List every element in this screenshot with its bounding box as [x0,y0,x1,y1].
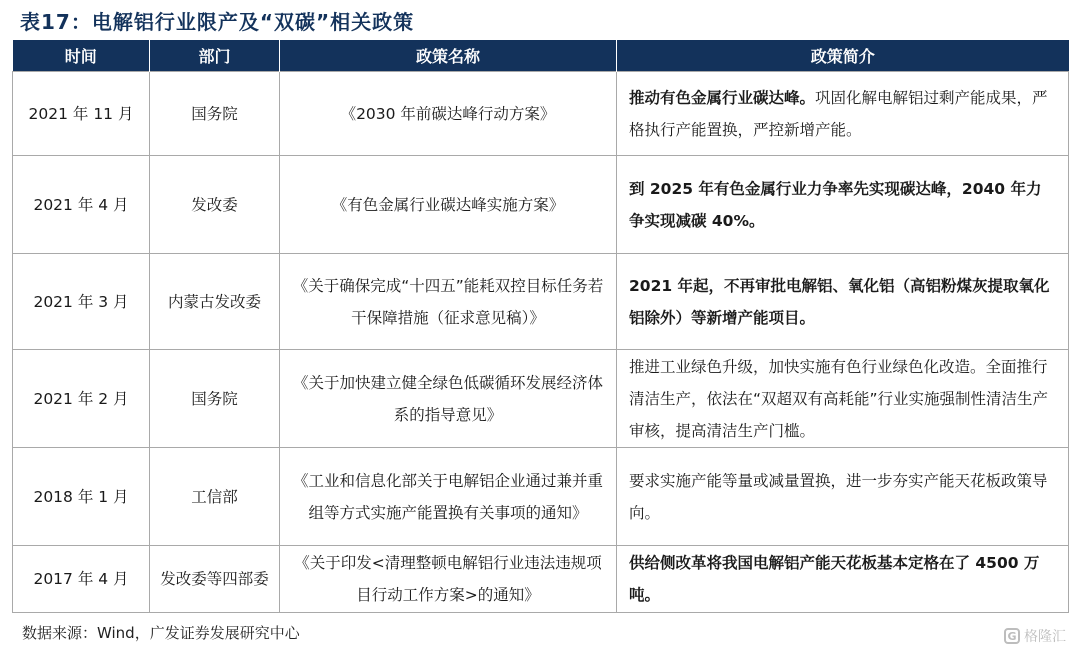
summary-bold: 供给侧改革将我国电解铝产能天花板基本定格在了 4500 万吨。 [629,554,1040,604]
summary-bold: 推动有色金属行业碳达峰。 [629,88,816,107]
header-policy-summary: 政策简介 [617,40,1069,72]
header-time: 时间 [13,40,150,72]
cell-policy: 《关于印发<清理整顿电解铝行业违法违规项目行动工作方案>的通知》 [280,546,617,613]
cell-summary [617,72,1069,156]
cell-time: 2021 年 3 月 [13,254,150,350]
policy-table [12,40,1069,613]
table-row [13,546,1069,613]
cell-summary [617,156,1069,254]
table-row [13,254,1069,350]
cell-department: 发改委 [150,156,280,254]
cell-policy: 《工业和信息化部关于电解铝企业通过兼并重组等方式实施产能置换有关事项的通知》 [280,448,617,546]
cell-summary [617,546,1069,613]
cell-policy: 《2030 年前碳达峰行动方案》 [280,72,617,156]
table-row [13,448,1069,546]
summary-text: 要求实施产能等量或减量置换，进一步夯实产能天花板政策导向。 [629,471,1048,522]
table-row [13,156,1069,254]
cell-policy: 《关于加快建立健全绿色低碳循环发展经济体系的指导意见》 [280,350,617,448]
cell-department: 国务院 [150,350,280,448]
cell-summary [617,350,1069,448]
cell-time: 2021 年 4 月 [13,156,150,254]
cell-department: 发改委等四部委 [150,546,280,613]
source-note: 数据来源：Wind，广发证券发展研究中心 [22,624,300,642]
gelonghui-logo-icon: G [1004,628,1020,644]
table-title: 表17：电解铝行业限产及“双碳”相关政策 [20,10,415,34]
watermark-text: 格隆汇 [1024,629,1066,645]
cell-time: 2018 年 1 月 [13,448,150,546]
table-row [13,72,1069,156]
cell-time: 2017 年 4 月 [13,546,150,613]
cell-policy: 《有色金属行业碳达峰实施方案》 [280,156,617,254]
summary-text: 推进工业绿色升级，加快实施有色行业绿色化改造。全面推行清洁生产，依法在“双超双有高耗能”行业实施强制性清洁生产审核，提高清洁生产门槛。 [629,357,1049,440]
summary-bold: 2021 年起，不再审批电解铝、氧化铝（高铝粉煤灰提取氧化铝除外）等新增产能项目。 [629,276,1050,327]
header-department: 部门 [150,40,280,72]
header-policy-name: 政策名称 [280,40,617,72]
cell-summary [617,448,1069,546]
cell-time: 2021 年 2 月 [13,350,150,448]
cell-time: 2021 年 11 月 [13,72,150,156]
watermark [1004,626,1066,646]
summary-text: 巩固化解电解铝过剩产能成果，严格执行产能置换，严控新增产能。 [629,88,1048,139]
cell-policy: 《关于确保完成“十四五”能耗双控目标任务若干保障措施（征求意见稿）》 [280,254,617,350]
table-row [13,350,1069,448]
cell-department: 内蒙古发改委 [150,254,280,350]
cell-department: 工信部 [150,448,280,546]
cell-summary [617,254,1069,350]
summary-bold: 到 2025 年有色金属行业力争率先实现碳达峰，2040 年力争实现减碳 40%。 [629,179,1042,230]
table-header-row [13,40,1069,72]
cell-department: 国务院 [150,72,280,156]
